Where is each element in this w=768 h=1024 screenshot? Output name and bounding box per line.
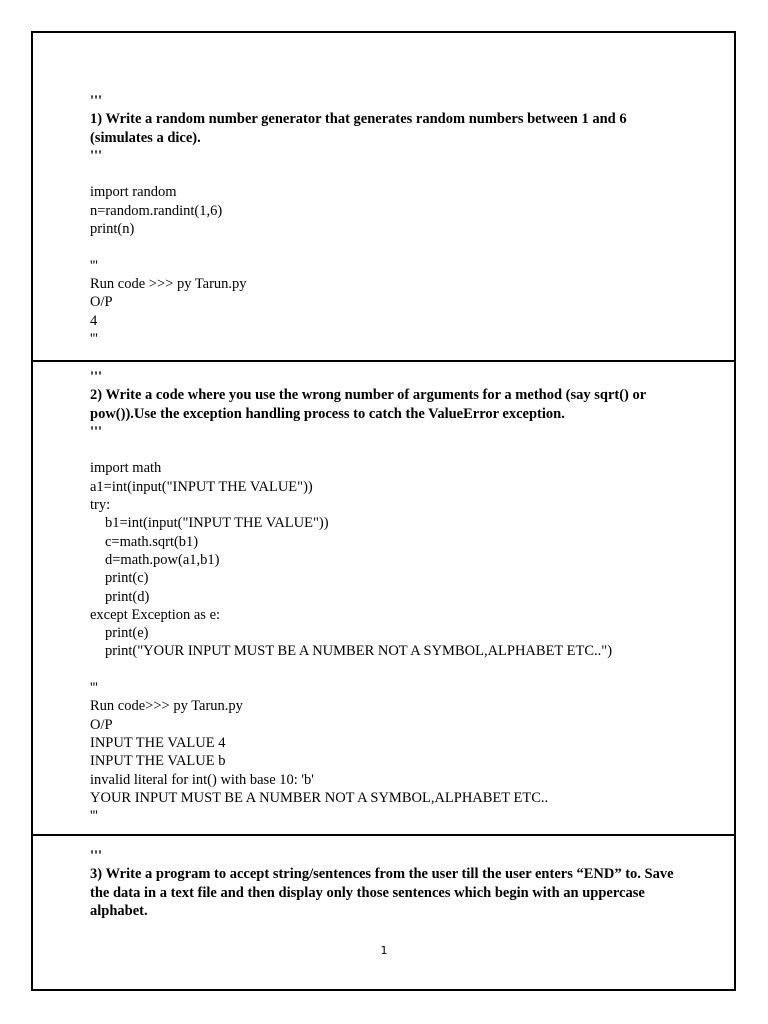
output-open-quote: ''' [90,257,98,274]
output-line: INPUT THE VALUE 4 [90,734,226,751]
question-3-text: 3) Write a program to accept string/sentences from the user till the user enters “END” to. Save the data in a text file and then display only those sentences which begin with an uppercase alphabet. [90,866,674,919]
docstring-open: ''' [90,369,103,385]
question-1-section [90,92,690,348]
code-line: print(e) [105,625,149,642]
code-line: b1=int(input("INPUT THE VALUE")) [105,515,329,532]
code-line: d=math.pow(a1,b1) [105,551,220,568]
code-line: a1=int(input("INPUT THE VALUE")) [90,478,313,495]
output-line: Run code >>> py Tarun.py [90,275,247,292]
output-line: invalid literal for int() with base 10: 'b' [90,771,314,788]
output-line: 4 [90,312,98,329]
code-line: print(n) [90,221,135,238]
section-divider [31,360,736,362]
code-line: import math [90,460,162,477]
question-2-section [90,368,690,825]
code-line: c=math.sqrt(b1) [105,533,199,550]
code-line: print(d) [105,588,150,605]
docstring-close: ''' [90,147,103,164]
code-line: try: [90,497,111,514]
docstring-open: ''' [90,848,103,864]
code-line: print(c) [105,570,149,587]
page-number: 1 [380,944,388,957]
output-open-quote: ''' [90,680,98,697]
code-line: import random [90,184,177,201]
question-2-text: 2) Write a code where you use the wrong number of arguments for a method (say sqrt() or pow()).Use the exception handling process to catch the ValueError exception. [90,387,646,422]
section-divider [31,834,736,836]
code-line: print("YOUR INPUT MUST BE A NUMBER NOT A SYMBOL,ALPHABET ETC..") [105,643,613,660]
output-line: O/P [90,294,113,311]
output-line: Run code>>> py Tarun.py [90,698,243,715]
output-line: O/P [90,716,113,733]
code-line: n=random.randint(1,6) [90,202,223,219]
output-line: YOUR INPUT MUST BE A NUMBER NOT A SYMBOL,ALPHABET ETC.. [90,789,549,806]
output-close-quote: ''' [90,808,98,825]
docstring-close: ''' [90,423,103,440]
question-3-section [90,847,690,920]
question-1-text: 1) Write a random number generator that generates random numbers between 1 and 6 (simulates a dice). [90,111,627,146]
docstring-open: ''' [90,93,103,109]
output-close-quote: ''' [90,330,98,347]
code-line: except Exception as e: [90,606,221,623]
output-line: INPUT THE VALUE b [90,753,226,770]
